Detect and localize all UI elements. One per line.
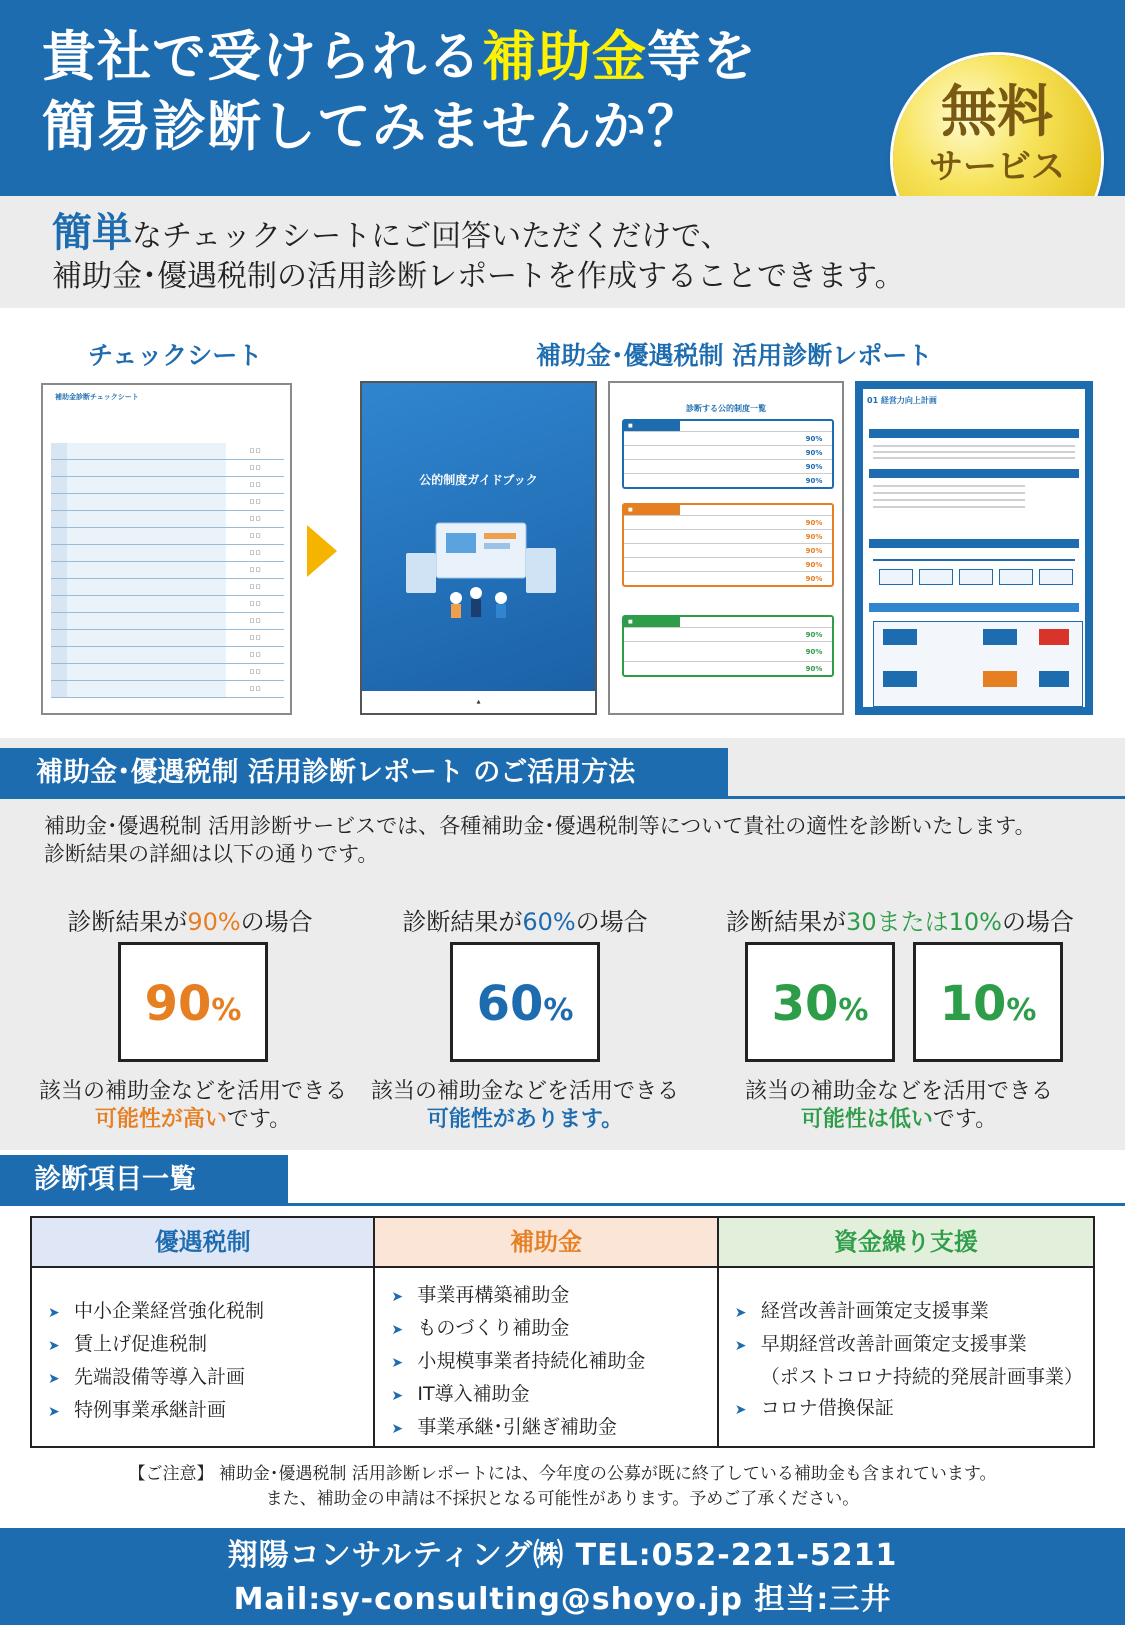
result-box-60 (450, 942, 600, 1062)
check-sheet-row-number (51, 647, 67, 663)
chevron-right-icon: ➤ (391, 1388, 404, 1404)
check-sheet-row-number (51, 460, 67, 476)
chevron-right-icon: ➤ (734, 1305, 747, 1321)
result-text-post: です。 (932, 1107, 998, 1132)
check-sheet-row (51, 443, 284, 460)
check-sheet-row-text (67, 494, 226, 510)
check-sheet-row (51, 511, 284, 528)
check-sheet-row (51, 596, 284, 613)
check-sheet-row-number (51, 681, 67, 697)
items-list-entry (48, 1329, 363, 1362)
chevron-right-icon: ➤ (48, 1404, 60, 1420)
plan-bar (869, 429, 1079, 438)
list-group-header: ■ (624, 617, 680, 627)
check-sheet-row-checks: □ □ (249, 516, 261, 522)
check-sheet-row-text (67, 664, 226, 680)
list-row: 90% (624, 627, 832, 641)
result-text-line1: 該当の補助金などを活用できる (38, 1079, 347, 1104)
list-row: 90% (624, 445, 832, 459)
check-sheet-row (51, 494, 284, 511)
check-sheet-row-text (67, 596, 226, 612)
list-row: 90% (624, 515, 832, 529)
check-sheet-row-text (67, 460, 226, 476)
items-column-header: 優遇税制 (32, 1218, 373, 1268)
list-row: 90% (624, 459, 832, 473)
plan-box (879, 569, 913, 585)
check-sheet-row-number (51, 579, 67, 595)
plan-box (1039, 629, 1069, 645)
result-box-number: 60 (476, 976, 544, 1032)
items-list (719, 1268, 1093, 1426)
result-text-60 (362, 1078, 688, 1134)
result-heading-post: の場合 (575, 908, 648, 936)
footer-mail-contact: Mail:sy-consulting@shoyo.jp 担当:三井 (233, 1582, 892, 1617)
plan-inner (863, 389, 1085, 707)
list-row: 90% (624, 431, 832, 445)
plan-thumbnail (855, 381, 1093, 715)
result-text-line1: 該当の補助金などを活用できる (744, 1079, 1053, 1104)
chevron-right-icon: ➤ (734, 1338, 747, 1354)
caution-note-line1: 【ご注意】 補助金･優遇税制 活用診断レポートには、今年度の公募が既に終了している補助金も含まれています。 (128, 1464, 997, 1484)
list-group-header: ■ (624, 421, 680, 431)
check-sheet-row-text (67, 613, 226, 629)
check-sheet-row-number (51, 494, 67, 510)
items-list (32, 1268, 373, 1428)
plan-box (1039, 569, 1073, 585)
result-text-emphasis: 可能性があります。 (426, 1107, 624, 1132)
check-sheet-row (51, 545, 284, 562)
list-group-header: ■ (624, 505, 680, 515)
result-heading-post: の場合 (1001, 908, 1074, 936)
report-label: 補助金･優遇税制 活用診断レポート (536, 341, 933, 370)
system-list-title: 診断する公的制度一覧 (686, 404, 766, 413)
check-sheet-row (51, 528, 284, 545)
check-sheet-row (51, 460, 284, 477)
items-list (375, 1268, 716, 1445)
guidebook-thumbnail (360, 381, 597, 715)
plan-text-line (873, 506, 1025, 508)
list-row: 90% (624, 571, 832, 585)
result-text-line1: 該当の補助金などを活用できる (370, 1079, 679, 1104)
section-divider (0, 796, 1125, 799)
plan-text-line (873, 451, 1075, 453)
check-sheet-row-number (51, 630, 67, 646)
result-heading-value: 90% (187, 908, 241, 936)
check-sheet-row (51, 630, 284, 647)
items-list-entry-text: 事業再構築補助金 (417, 1284, 570, 1306)
plan-text-line (873, 445, 1075, 447)
plan-box (883, 671, 917, 687)
result-heading-60 (375, 902, 675, 937)
result-heading-value: 60% (522, 908, 576, 936)
check-sheet-label: チェックシート (88, 341, 263, 370)
items-column-header: 資金繰り支援 (719, 1218, 1093, 1268)
chevron-right-icon: ➤ (391, 1355, 404, 1371)
result-heading-pre: 診断結果が (402, 908, 523, 936)
guidebook-title: 公的制度ガイドブック (419, 473, 538, 487)
result-heading-pre: 診断結果が (726, 908, 847, 936)
items-list-entry (391, 1313, 706, 1346)
check-sheet-row (51, 681, 284, 698)
items-list-entry (391, 1379, 706, 1412)
check-sheet-row-text (67, 545, 226, 561)
result-heading-value: 30または10% (846, 908, 1002, 936)
plan-box (983, 629, 1017, 645)
items-list-entry-text: 賃上げ促進税制 (74, 1333, 208, 1355)
check-sheet-row-checks: □ □ (249, 465, 261, 471)
check-sheet-rows (51, 443, 284, 698)
list-row: 90% (624, 557, 832, 571)
list-row: 90% (624, 473, 832, 487)
items-list-entry (735, 1329, 1083, 1362)
items-list-entry-text: コロナ借換保証 (760, 1397, 894, 1419)
plan-title: 01 経営力向上計画 (867, 396, 937, 405)
check-sheet-row-number (51, 562, 67, 578)
check-sheet-row-text (67, 511, 226, 527)
arrow-right-icon (307, 525, 337, 577)
check-sheet-row-checks: □ □ (249, 635, 261, 641)
hero-title-highlight: 補助金 (482, 25, 647, 88)
list-group-tax (622, 419, 834, 489)
lead-line1 (52, 212, 731, 258)
check-sheet-row-checks: □ □ (249, 448, 261, 454)
items-list-entry-text: 中小企業経営強化税制 (74, 1300, 265, 1322)
items-list-entry (48, 1296, 363, 1329)
usage-section-title: 補助金･優遇税制 活用診断レポート のご活用方法 (0, 748, 728, 798)
items-list-entry (48, 1362, 363, 1395)
check-sheet-row-checks: □ □ (249, 584, 261, 590)
check-sheet-thumbnail (41, 383, 292, 715)
list-group-subsidy (622, 503, 834, 587)
check-sheet-row-checks: □ □ (249, 669, 261, 675)
result-text-post: です。 (226, 1107, 292, 1132)
result-box-number: 90 (144, 976, 212, 1032)
list-row: 90% (624, 641, 832, 661)
check-sheet-row-checks: □ □ (249, 686, 261, 692)
result-box-percent: % (838, 993, 869, 1028)
check-sheet-row-text (67, 630, 226, 646)
check-sheet-row (51, 579, 284, 596)
check-sheet-row-checks: □ □ (249, 652, 261, 658)
list-row: 90% (624, 661, 832, 675)
chevron-right-icon: ➤ (48, 1305, 60, 1321)
check-sheet-row (51, 664, 284, 681)
items-column-subsidy (375, 1218, 718, 1446)
plan-bar (869, 539, 1079, 548)
check-sheet-row-number (51, 443, 67, 459)
plan-box (983, 671, 1017, 687)
plan-bar (869, 603, 1079, 612)
result-text-emphasis: 可能性が高い (94, 1107, 227, 1132)
hero-title-line2: 簡易診断してみませんか？ (42, 95, 702, 158)
items-list-entry (391, 1346, 706, 1379)
plan-text-line (873, 457, 1075, 459)
check-sheet-row-text (67, 528, 226, 544)
check-sheet-row-text (67, 477, 226, 493)
plan-box (919, 569, 953, 585)
check-sheet-row-number (51, 596, 67, 612)
plan-text-line (873, 485, 1025, 487)
plan-text-line (873, 499, 1025, 501)
usage-paragraph-line1: 補助金･優遇税制 活用診断サービスでは、各種補助金･優遇税制等について貴社の適性を診断いたします。 (44, 814, 1036, 838)
footer-company-tel: 翔陽コンサルティング㈱ TEL:052-221-5211 (227, 1538, 898, 1573)
result-box-number: 10 (939, 976, 1007, 1032)
result-box-90 (118, 942, 268, 1062)
chevron-right-icon: ➤ (48, 1338, 60, 1354)
items-list-entry-text: 特例事業承継計画 (74, 1399, 227, 1421)
items-list-entry (391, 1412, 706, 1445)
items-section-title: 診断項目一覧 (0, 1155, 288, 1205)
check-sheet-title: 補助金診断チェックシート (55, 393, 139, 401)
check-sheet-row-text (67, 647, 226, 663)
hero-title (42, 22, 902, 162)
items-list-entry-text: ものづくり補助金 (417, 1317, 570, 1339)
check-sheet-row-number (51, 528, 67, 544)
lead-line1-rest: なチェックシートにご回答いただくだけで、 (132, 219, 731, 254)
plan-box (1039, 671, 1069, 687)
result-box-10 (913, 942, 1063, 1062)
check-sheet-row-number (51, 511, 67, 527)
result-heading-90 (40, 902, 340, 937)
items-list-entry (391, 1280, 706, 1313)
chevron-right-icon: ➤ (734, 1402, 747, 1418)
items-list-entry-text: 小規模事業者持続化補助金 (417, 1350, 646, 1372)
check-sheet-row-checks: □ □ (249, 482, 261, 488)
check-sheet-row (51, 477, 284, 494)
result-heading-post: の場合 (240, 908, 313, 936)
check-sheet-row-checks: □ □ (249, 618, 261, 624)
list-row: 90% (624, 529, 832, 543)
caution-note (0, 1462, 1125, 1512)
result-box-number: 30 (771, 976, 839, 1032)
items-list-entry-text: 先端設備等導入計画 (74, 1366, 246, 1388)
items-list-entry (735, 1296, 1083, 1329)
items-list-entry (735, 1393, 1083, 1426)
plan-text-line (873, 492, 1025, 494)
plan-box (883, 629, 917, 645)
result-text-90 (30, 1078, 356, 1134)
caution-note-line2: また、補助金の申請は不採択となる可能性があります。予めご了承ください。 (265, 1489, 860, 1509)
guidebook-footer: ▲ (362, 691, 595, 713)
result-text-emphasis: 可能性は低い (800, 1107, 933, 1132)
hero-title-part2: 等を (647, 25, 757, 88)
plan-box (999, 569, 1033, 585)
items-table (30, 1216, 1095, 1448)
list-group-funding (622, 615, 834, 677)
items-column-header: 補助金 (375, 1218, 716, 1268)
check-sheet-row-text (67, 562, 226, 578)
items-list-entry-text: 事業承継･引継ぎ補助金 (417, 1416, 617, 1438)
hero-title-part1: 貴社で受けられる (42, 25, 482, 88)
chevron-right-icon: ➤ (391, 1421, 404, 1437)
chevron-right-icon: ➤ (391, 1289, 404, 1305)
result-box-percent: % (211, 993, 242, 1028)
lead-section (0, 196, 1125, 308)
result-box-percent: % (543, 993, 574, 1028)
result-heading-pre: 診断結果が (67, 908, 188, 936)
usage-paragraph-line2: 診断結果の詳細は以下の通りです。 (44, 842, 379, 866)
badge-main-text: 無料 (941, 80, 1053, 145)
result-heading-30-10 (700, 902, 1100, 937)
check-sheet-row-text (67, 579, 226, 595)
items-list-entry-text: 経営改善計画策定支援事業 (760, 1300, 989, 1322)
plan-timeline (873, 559, 1075, 561)
usage-paragraph (44, 812, 1036, 868)
check-sheet-row-number (51, 613, 67, 629)
items-list-entry-text: （ポストコロナ持続的発展計画事業） (760, 1366, 1083, 1388)
check-sheet-row-checks: □ □ (249, 533, 261, 539)
check-sheet-row (51, 613, 284, 630)
check-sheet-row-checks: □ □ (249, 601, 261, 607)
check-sheet-row-checks: □ □ (249, 550, 261, 556)
result-text-30-10 (736, 1078, 1062, 1134)
system-list-thumbnail (608, 381, 844, 715)
items-list-entry-text: 早期経営改善計画策定支援事業 (760, 1333, 1027, 1355)
check-sheet-row (51, 647, 284, 664)
check-sheet-row-number (51, 545, 67, 561)
contact-footer (0, 1528, 1125, 1625)
check-sheet-row-text (67, 681, 226, 697)
plan-box (959, 569, 993, 585)
list-row: 90% (624, 543, 832, 557)
chevron-right-icon: ➤ (48, 1371, 60, 1387)
items-column-funding (719, 1218, 1093, 1446)
section-divider (0, 1203, 1125, 1206)
lead-big-word: 簡単 (52, 210, 132, 256)
check-sheet-row-checks: □ □ (249, 567, 261, 573)
items-list-entry (735, 1362, 1083, 1393)
items-column-tax (32, 1218, 375, 1446)
chevron-right-icon: ➤ (391, 1322, 404, 1338)
result-box-percent: % (1006, 993, 1037, 1028)
check-sheet-row (51, 562, 284, 579)
result-box-30 (745, 942, 895, 1062)
lead-line2: 補助金･優遇税制の活用診断レポートを作成することできます。 (52, 259, 905, 294)
items-list-entry (48, 1395, 363, 1428)
check-sheet-row-number (51, 664, 67, 680)
check-sheet-row-number (51, 477, 67, 493)
badge-sub-text: サービス (929, 147, 1065, 187)
items-list-entry-text: IT導入補助金 (417, 1383, 530, 1405)
check-sheet-row-text (67, 443, 226, 459)
plan-bar (869, 469, 1079, 478)
guidebook-illustration-icon (396, 513, 566, 623)
check-sheet-row-checks: □ □ (249, 499, 261, 505)
